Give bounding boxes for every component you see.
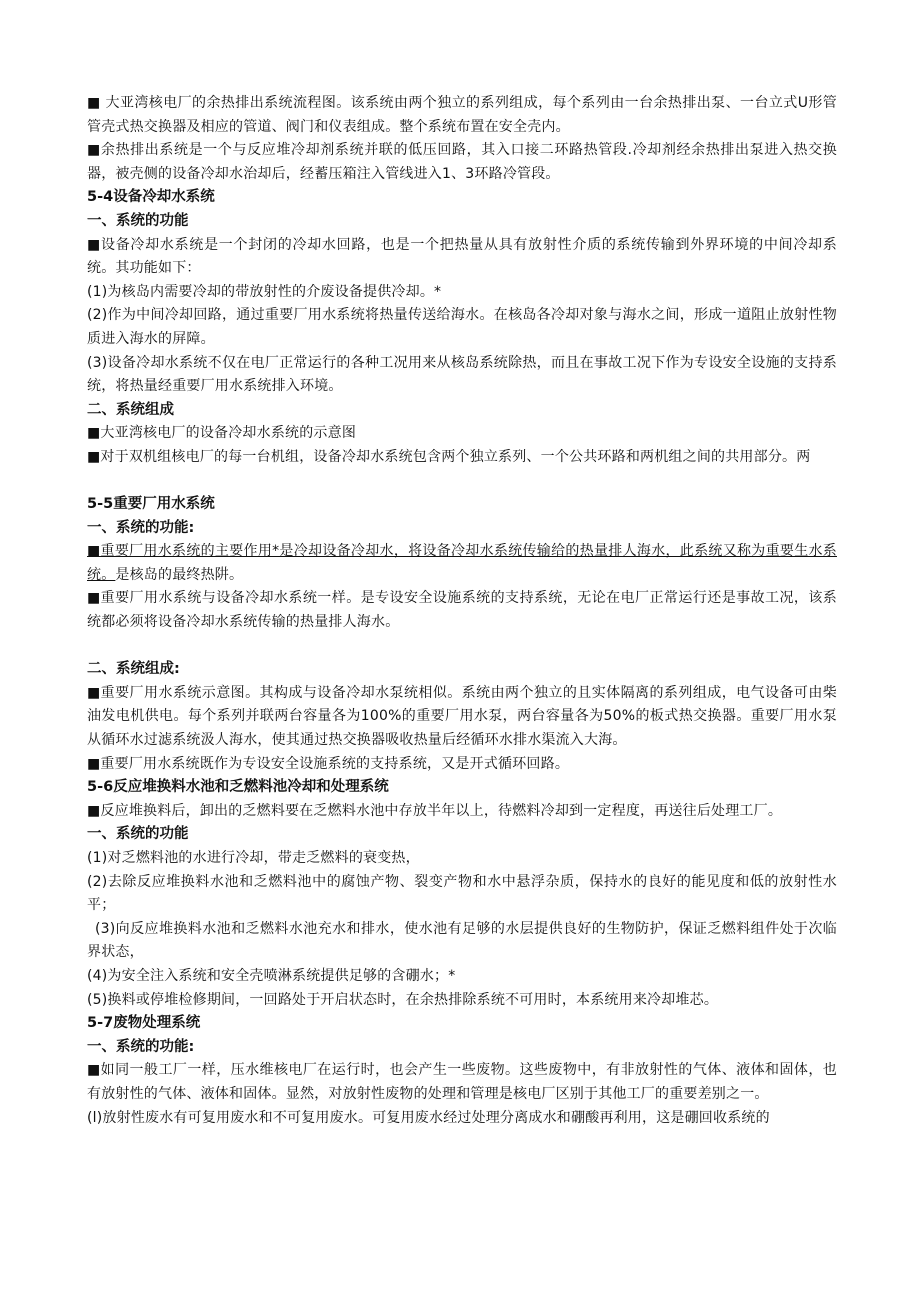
paragraph-spent-fuel-storage: ■反应堆换料后，卸出的乏燃料要在乏燃料水池中存放半年以上，待燃料冷却到一定程度，再送往后处理工厂。 xyxy=(87,802,783,819)
blank-line xyxy=(87,635,837,659)
paragraph-waste-item-1: (l)放射性废水有可复用废水和不可复用废水。可复用废水经过处理分离成水和硼酸再利用，这是硼回收系统的 xyxy=(87,1109,770,1126)
paragraph-pool-item-1: (1)对乏燃料池的水进行冷却，带走乏燃料的衰变热， xyxy=(87,850,420,866)
paragraph-pool-item-2: (2)去除反应堆换料水池和乏燃料池中的腐蚀产物、裂变产物和水中悬浮杂质，保持水的良好的能见度和低的放射性水平； xyxy=(87,873,837,914)
paragraph-esw-support: ■重要厂用水系统与设备冷却水系统一样。是专设安全设施系统的支持系统，无论在电厂正常运行还是事故工况，该系统都必须将设备冷却水系统传输的热量排人海水。 xyxy=(87,590,837,631)
paragraph-waste-intro: ■如同一般工厂一样，压水维核电厂在运行时，也会产生一些废物。这些废物中，有非放射性的气体、液体和固体，也有放射性的气体、液体和固体。显然，对放射性废物的处理和管理是核电厂区别于其他工厂的重要差别之一。 xyxy=(87,1062,837,1102)
paragraph-esw-main-role xyxy=(87,540,837,587)
paragraph-ccw-item-2: (2)作为中间冷却回路，通过重要厂用水系统将热量传送给海水。在核岛各冷却对象与海水之间，形成一道阻止放射性物质进入海水的屏障。 xyxy=(87,307,837,347)
subheading-5-6-function: 一、系统的功能 xyxy=(87,826,189,843)
paragraph-esw-open-loop: ■重要厂用水系统既作为专设安全设施系统的支持系统，又是开式循环回路。 xyxy=(87,755,570,772)
subheading-5-5-composition: 二、系统组成: xyxy=(87,661,180,678)
underlined-text: ■重要厂用水系统的主要作用*是冷却设备冷却水，将设备冷却水系统传输给的热量排人海水，此系统又称为重要生水系统。 xyxy=(87,543,837,583)
paragraph-rhr-flowchart: ■ 大亚湾核电厂的余热排出系统流程图。该系统由两个独立的系列组成，每个系列由一台余热排出泵、一台立式U形管管壳式热交换器及相应的管道、阀门和仪表组成。整个系统布置在安全壳内。 xyxy=(87,95,837,135)
heading-5-4: 5-4设备冷却水系统 xyxy=(87,189,215,206)
paragraph-ccw-dual-unit: ■对于双机组核电厂的每一台机组，设备冷却水系统包含两个独立系列、一个公共环路和两机组之间的共用部分。两 xyxy=(87,448,811,465)
paragraph-pool-item-3: (3)向反应堆换料水池和乏燃料水池充水和排水，使水池有足够的水层提供良好的生物防护，保证乏燃料组件处于次临界状态， xyxy=(87,920,837,961)
subheading-5-7-function: 一、系统的功能: xyxy=(87,1038,195,1055)
heading-5-7: 5-7废物处理系统 xyxy=(87,1015,201,1032)
subheading-5-4-composition: 二、系统组成 xyxy=(87,401,174,418)
paragraph-ccw-diagram: ■大亚湾核电厂的设备冷却水系统的示意图 xyxy=(87,425,357,442)
paragraph-esw-heat-sink: 是核岛的最终热阱。 xyxy=(115,566,244,583)
paragraph-ccw-item-1: (1)为核岛内需要冷却的带放射性的介废设备提供冷却。* xyxy=(87,283,442,300)
paragraph-ccw-item-3: (3)设备冷却水系统不仅在电厂正常运行的各种工况用来从核岛系统除热，而且在事故工况下作为专设安全设施的支持系统，将热量经重要厂用水系统排入环境。 xyxy=(87,354,837,395)
heading-5-5: 5-5重要厂用水系统 xyxy=(87,496,215,513)
subheading-5-5-function: 一、系统的功能: xyxy=(87,519,195,536)
paragraph-pool-item-5: (5)换料或停堆检修期间，一回路处于开启状态时，在余热排除系统不可用时，本系统用来冷却堆芯。 xyxy=(87,991,719,1008)
paragraph-ccw-intro: ■设备冷却水系统是一个封闭的冷却水回路，也是一个把热量从具有放射性介质的系统传输到外界环境的中间冷却系统。其功能如下： xyxy=(87,236,837,277)
paragraph-pool-item-4: (4)为安全注入系统和安全壳喷淋系统提供足够的含硼水；* xyxy=(87,967,456,984)
paragraph-rhr-loop: ■余热排出系统是一个与反应堆冷却剂系统并联的低压回路，其入口接二环路热管段.冷却剂经余热排出泵进入热交换器，被壳侧的设备冷却水治却后，经蓄压箱注入管线进入1、3环路冷管段。 xyxy=(87,142,837,182)
subheading-5-4-function: 一、系统的功能 xyxy=(87,212,189,229)
heading-5-6: 5-6反应堆换料水池和乏燃料池冷却和处理系统 xyxy=(87,779,389,796)
blank-line xyxy=(87,470,837,494)
paragraph-esw-diagram: ■重要厂用水系统示意图。其构成与设备冷却水泵统相似。系统由两个独立的且实体隔离的系列组成，电气设备可由柴油发电机供电。每个系列并联两台容量各为100%的重要厂用水泵，两台容量各为50%的板式热交换器。重要厂用水泵从循环水过滤系统汲人海水，使其通过热交换器吸收热量后经循环水排水渠流入大海。 xyxy=(87,684,837,749)
document-page xyxy=(87,92,837,1130)
